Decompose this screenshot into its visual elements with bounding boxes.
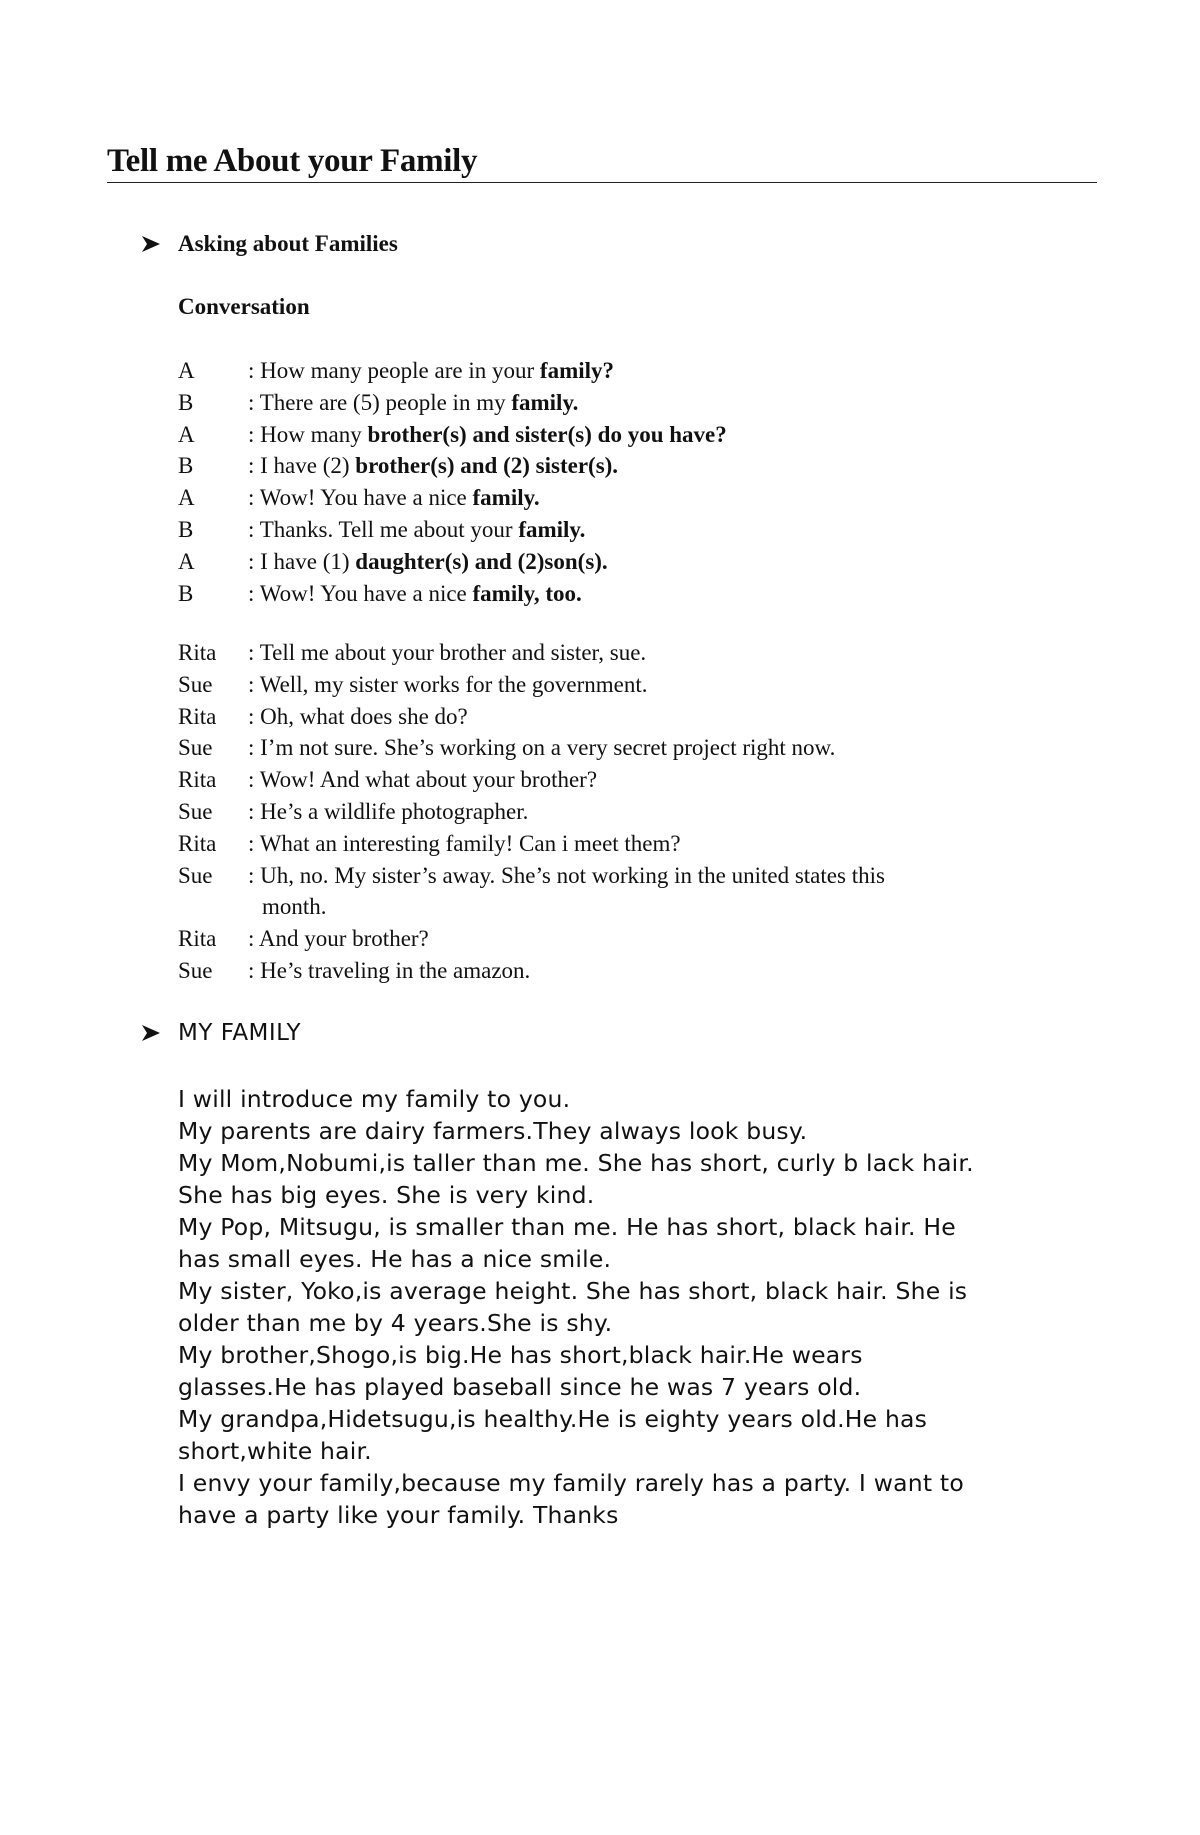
arrow-bullet-icon <box>140 1023 178 1043</box>
section-heading-my-family <box>140 1018 301 1048</box>
paragraph-line: has small eyes. He has a nice smile. <box>178 1245 612 1273</box>
dialogue-line <box>178 482 1048 514</box>
paragraph-line: My sister, Yoko,is average height. She has short, black hair. She is <box>178 1277 968 1305</box>
dialogue-line <box>178 514 1048 546</box>
paragraph-line: I envy your family,because my family rarely has a party. I want to <box>178 1469 964 1497</box>
line-text: : Oh, what does she do? <box>248 703 468 729</box>
speaker: Rita <box>178 926 217 952</box>
conversation-rita-sue <box>178 637 1048 987</box>
line-text: : Wow! You have a nice family. <box>248 485 540 511</box>
paragraph-line: have a party like your family. Thanks <box>178 1501 619 1529</box>
speaker: B <box>178 453 194 479</box>
line-text: : There are (5) people in my family. <box>248 389 579 415</box>
dialogue-line <box>178 923 1048 955</box>
paragraph-line: older than me by 4 years.She is shy. <box>178 1309 613 1337</box>
dialogue-line <box>178 828 1048 860</box>
dialogue-line <box>178 578 1048 610</box>
speaker: A <box>178 421 195 447</box>
speaker: B <box>178 389 194 415</box>
section-heading-label: Asking about Families <box>178 231 398 256</box>
speaker: Rita <box>178 703 217 729</box>
section-heading-label: MY FAMILY <box>178 1020 301 1046</box>
line-text: : What an interesting family! Can i meet them? <box>248 830 681 856</box>
dialogue-line <box>178 732 1048 764</box>
speaker: Rita <box>178 767 217 793</box>
line-text: : He’s a wildlife photographer. <box>248 798 529 824</box>
paragraph-line: My Pop, Mitsugu, is smaller than me. He has short, black hair. He <box>178 1213 956 1241</box>
line-text: : He’s traveling in the amazon. <box>248 957 531 983</box>
dialogue-line <box>178 387 1048 419</box>
line-text: : And your brother? <box>248 926 429 952</box>
line-text: : I have (2) brother(s) and (2) sister(s). <box>248 453 619 479</box>
speaker: B <box>178 580 194 606</box>
speaker: A <box>178 358 195 383</box>
paragraph-line: She has big eyes. She is very kind. <box>178 1181 595 1209</box>
line-text: : How many brother(s) and sister(s) do you have? <box>248 421 727 447</box>
speaker: B <box>178 516 194 542</box>
speaker: A <box>178 485 195 511</box>
line-text: : Tell me about your brother and sister, sue. <box>248 640 647 665</box>
paragraph-line: My parents are dairy farmers.They always look busy. <box>178 1117 808 1145</box>
dialogue-line <box>178 955 1048 987</box>
conversation-ab <box>178 355 1048 609</box>
paragraph-line: My grandpa,Hidetsugu,is healthy.He is eighty years old.He has <box>178 1405 928 1433</box>
line-text: : Thanks. Tell me about your family. <box>248 516 586 542</box>
family-paragraph <box>178 1083 1098 1531</box>
line-text: : Wow! And what about your brother? <box>248 767 598 793</box>
speaker: Sue <box>178 957 213 983</box>
dialogue-line <box>178 637 1048 669</box>
paragraph-line: short,white hair. <box>178 1437 372 1465</box>
line-text: : Uh, no. My sister’s away. She’s not working in the united states this month. <box>248 862 885 920</box>
dialogue-line <box>178 450 1048 482</box>
line-text: : Well, my sister works for the government. <box>248 671 648 697</box>
dialogue-line <box>178 669 1048 701</box>
speaker: A <box>178 548 195 574</box>
arrow-bullet-icon <box>140 234 178 254</box>
paragraph-line: My Mom,Nobumi,is taller than me. She has short, curly b lack hair. <box>178 1149 974 1177</box>
speaker: Sue <box>178 862 213 888</box>
speaker: Rita <box>178 640 217 665</box>
line-text: : How many people are in your family? <box>248 358 615 383</box>
speaker: Sue <box>178 671 213 697</box>
dialogue-line <box>178 796 1048 828</box>
paragraph-line: My brother,Shogo,is big.He has short,black hair.He wears <box>178 1341 863 1369</box>
dialogue-line <box>178 701 1048 733</box>
speaker: Rita <box>178 830 217 856</box>
line-text: : I’m not sure. She’s working on a very secret project right now. <box>248 735 836 761</box>
dialogue-line <box>178 764 1048 796</box>
dialogue-line <box>178 355 1048 387</box>
section-heading-asking <box>140 229 398 259</box>
line-text: : I have (1) daughter(s) and (2)son(s). <box>248 548 608 574</box>
dialogue-line <box>178 546 1048 578</box>
page-title: Tell me About your Family <box>107 140 1097 183</box>
paragraph-line: glasses.He has played baseball since he was 7 years old. <box>178 1373 862 1401</box>
line-text: : Wow! You have a nice family, too. <box>248 580 582 606</box>
speaker: Sue <box>178 798 213 824</box>
dialogue-line <box>178 860 1048 924</box>
speaker: Sue <box>178 735 213 761</box>
paragraph-line: I will introduce my family to you. <box>178 1085 571 1113</box>
conversation-subheading: Conversation <box>178 294 310 319</box>
dialogue-line <box>178 419 1048 451</box>
